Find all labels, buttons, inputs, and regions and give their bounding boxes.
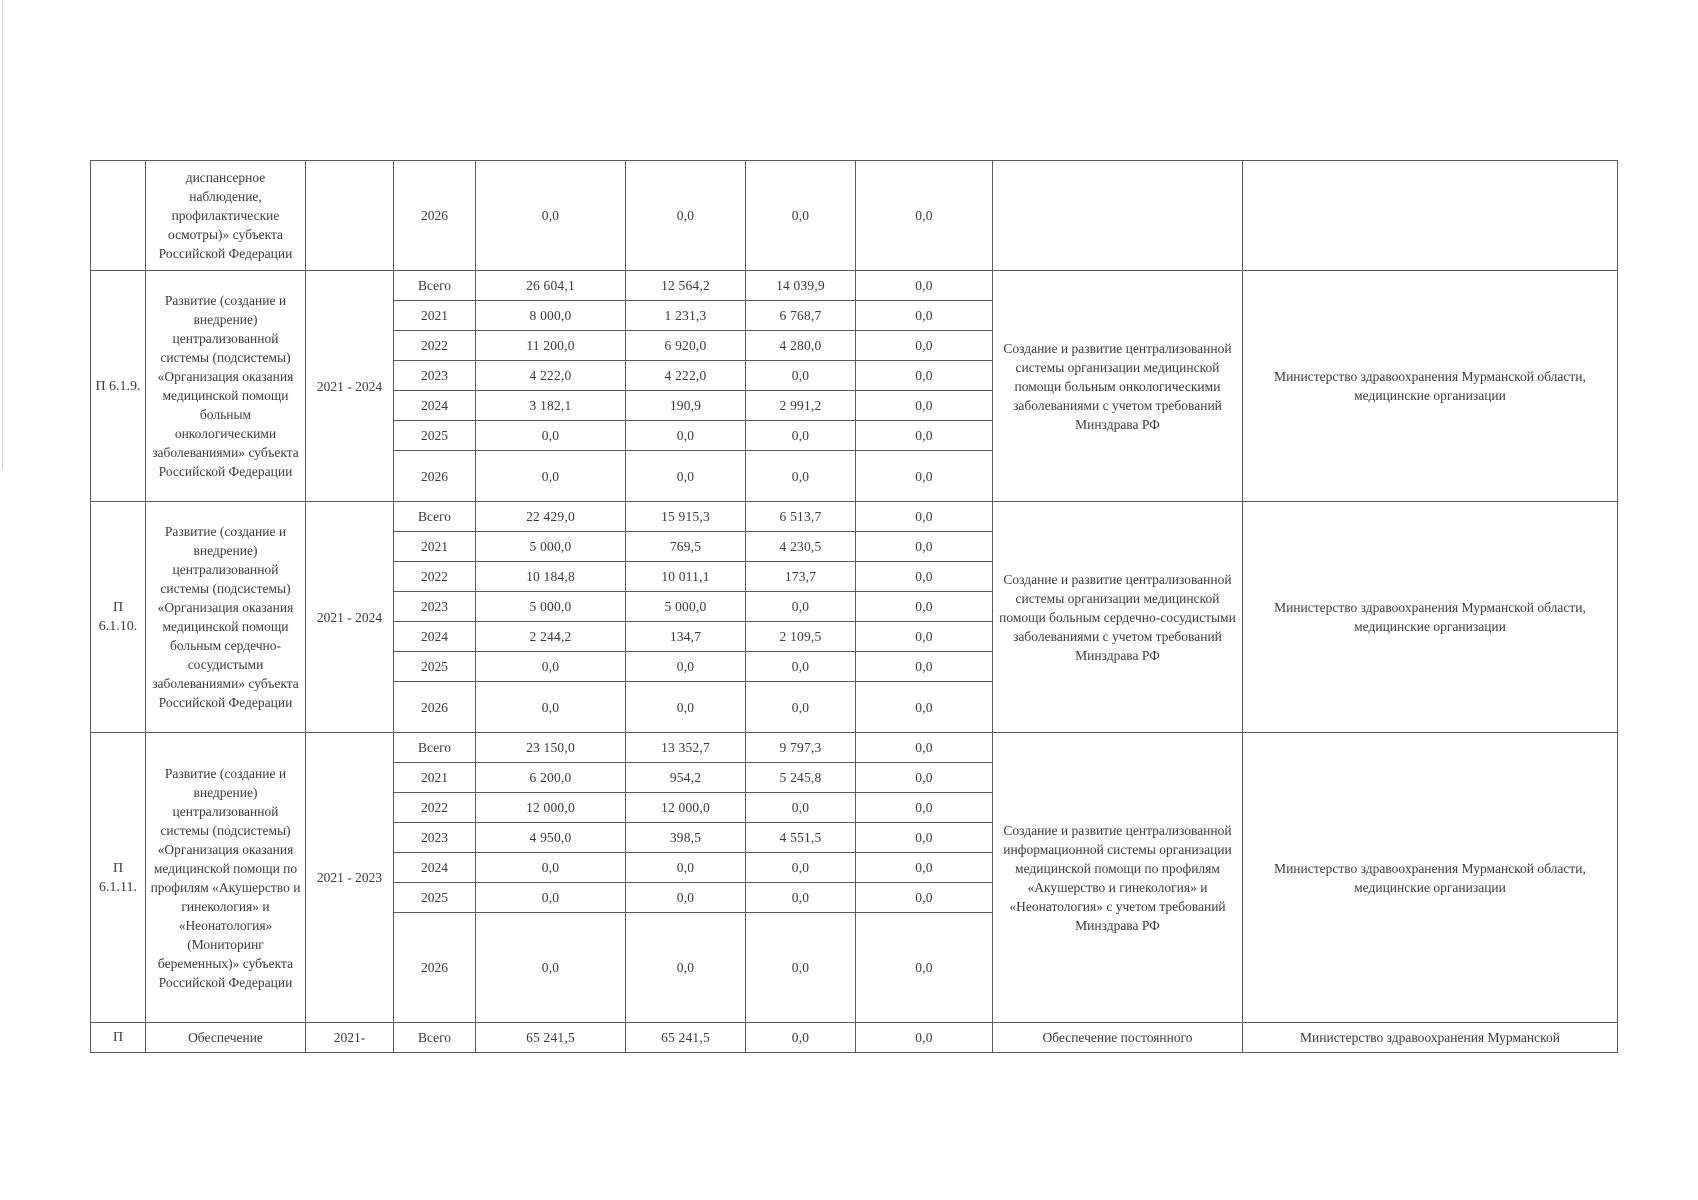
amount-federal-cell: 15 915,3 — [626, 502, 746, 532]
year-cell: 2025 — [394, 883, 476, 913]
activity-code: П 6.1.11. — [91, 733, 146, 1023]
amount-other-cell: 0,0 — [856, 823, 993, 853]
amount-regional-cell: 0,0 — [746, 652, 856, 682]
activity-period — [306, 161, 394, 271]
amount-other-cell: 0,0 — [856, 361, 993, 391]
year-cell: 2026 — [394, 161, 476, 271]
amount-regional-cell: 4 280,0 — [746, 331, 856, 361]
table-row — [91, 271, 1618, 301]
amount-federal-cell: 134,7 — [626, 622, 746, 652]
amount-regional-cell: 0,0 — [746, 361, 856, 391]
amount-federal-cell: 65 241,5 — [626, 1023, 746, 1053]
amount-other-cell: 0,0 — [856, 883, 993, 913]
program-activities-table — [90, 160, 1618, 1053]
amount-other-cell: 0,0 — [856, 682, 993, 733]
table-row — [91, 1023, 1618, 1053]
page-edge-line — [2, 0, 3, 470]
amount-total-cell: 5 000,0 — [476, 532, 626, 562]
amount-other-cell: 0,0 — [856, 913, 993, 1023]
amount-total-cell: 12 000,0 — [476, 793, 626, 823]
year-cell: 2025 — [394, 421, 476, 451]
amount-federal-cell: 4 222,0 — [626, 361, 746, 391]
year-cell: Всего — [394, 1023, 476, 1053]
amount-other-cell: 0,0 — [856, 733, 993, 763]
amount-regional-cell: 6 768,7 — [746, 301, 856, 331]
amount-total-cell: 11 200,0 — [476, 331, 626, 361]
year-cell: 2021 — [394, 763, 476, 793]
amount-federal-cell: 190,9 — [626, 391, 746, 421]
year-cell: 2023 — [394, 361, 476, 391]
table-row — [91, 733, 1618, 763]
amount-total-cell: 0,0 — [476, 451, 626, 502]
responsible-executor — [1243, 161, 1618, 271]
amount-other-cell: 0,0 — [856, 301, 993, 331]
amount-regional-cell: 4 230,5 — [746, 532, 856, 562]
year-cell: Всего — [394, 502, 476, 532]
amount-federal-cell: 0,0 — [626, 421, 746, 451]
year-cell: 2026 — [394, 913, 476, 1023]
amount-federal-cell: 0,0 — [626, 853, 746, 883]
year-cell: 2024 — [394, 853, 476, 883]
amount-other-cell: 0,0 — [856, 652, 993, 682]
activity-code: П 6.1.10. — [91, 502, 146, 733]
amount-regional-cell: 0,0 — [746, 592, 856, 622]
expected-result: Создание и развитие централизованной системы организации медицинской помощи больным сердечно-сосудистыми заболеваниями с учетом требований Минздрава РФ — [993, 502, 1243, 733]
amount-other-cell: 0,0 — [856, 622, 993, 652]
responsible-executor: Министерство здравоохранения Мурманской области, медицинские организации — [1243, 271, 1618, 502]
amount-regional-cell: 0,0 — [746, 853, 856, 883]
amount-other-cell: 0,0 — [856, 161, 993, 271]
amount-other-cell: 0,0 — [856, 763, 993, 793]
activity-period: 2021 - 2024 — [306, 502, 394, 733]
amount-other-cell: 0,0 — [856, 532, 993, 562]
amount-other-cell: 0,0 — [856, 853, 993, 883]
activity-period: 2021- — [306, 1023, 394, 1053]
amount-total-cell: 0,0 — [476, 682, 626, 733]
amount-total-cell: 23 150,0 — [476, 733, 626, 763]
amount-federal-cell: 0,0 — [626, 161, 746, 271]
expected-result: Обеспечение постоянного — [993, 1023, 1243, 1053]
amount-regional-cell: 6 513,7 — [746, 502, 856, 532]
amount-regional-cell: 0,0 — [746, 682, 856, 733]
year-cell: 2022 — [394, 562, 476, 592]
amount-total-cell: 22 429,0 — [476, 502, 626, 532]
amount-federal-cell: 10 011,1 — [626, 562, 746, 592]
table-row — [91, 161, 1618, 271]
table-row — [91, 502, 1618, 532]
amount-federal-cell: 0,0 — [626, 451, 746, 502]
amount-regional-cell: 173,7 — [746, 562, 856, 592]
amount-regional-cell: 0,0 — [746, 451, 856, 502]
year-cell: 2022 — [394, 793, 476, 823]
amount-regional-cell: 0,0 — [746, 883, 856, 913]
amount-regional-cell: 5 245,8 — [746, 763, 856, 793]
year-cell: 2023 — [394, 592, 476, 622]
amount-regional-cell: 2 991,2 — [746, 391, 856, 421]
amount-federal-cell: 13 352,7 — [626, 733, 746, 763]
activity-title: Развитие (создание и внедрение) централизованной системы (подсистемы) «Организация оказания медицинской помощи больным онкологическими заболеваниями» субъекта Российской Федерации — [146, 271, 306, 502]
amount-total-cell: 0,0 — [476, 421, 626, 451]
amount-total-cell: 5 000,0 — [476, 592, 626, 622]
year-cell: 2023 — [394, 823, 476, 853]
activity-title: Развитие (создание и внедрение) централизованной системы (подсистемы) «Организация оказания медицинской помощи больным сердечно-сосудистыми заболеваниями» субъекта Российской Федерации — [146, 502, 306, 733]
amount-total-cell: 0,0 — [476, 161, 626, 271]
amount-other-cell: 0,0 — [856, 451, 993, 502]
year-cell: Всего — [394, 733, 476, 763]
expected-result — [993, 161, 1243, 271]
expected-result: Создание и развитие централизованной информационной системы организации медицинской помощи по профилям «Акушерство и гинекология» и «Неонатология» с учетом требований Минздрава РФ — [993, 733, 1243, 1023]
amount-other-cell: 0,0 — [856, 1023, 993, 1053]
amount-regional-cell: 0,0 — [746, 161, 856, 271]
amount-other-cell: 0,0 — [856, 562, 993, 592]
amount-other-cell: 0,0 — [856, 391, 993, 421]
amount-regional-cell: 0,0 — [746, 913, 856, 1023]
amount-total-cell: 65 241,5 — [476, 1023, 626, 1053]
amount-total-cell: 0,0 — [476, 913, 626, 1023]
amount-federal-cell: 1 231,3 — [626, 301, 746, 331]
activity-code: П — [91, 1023, 146, 1053]
year-cell: Всего — [394, 271, 476, 301]
amount-total-cell: 0,0 — [476, 652, 626, 682]
year-cell: 2021 — [394, 301, 476, 331]
amount-federal-cell: 5 000,0 — [626, 592, 746, 622]
amount-federal-cell: 12 000,0 — [626, 793, 746, 823]
activity-period: 2021 - 2023 — [306, 733, 394, 1023]
year-cell: 2026 — [394, 451, 476, 502]
amount-federal-cell: 954,2 — [626, 763, 746, 793]
amount-other-cell: 0,0 — [856, 592, 993, 622]
amount-total-cell: 4 222,0 — [476, 361, 626, 391]
amount-total-cell: 0,0 — [476, 853, 626, 883]
expected-result: Создание и развитие централизованной системы организации медицинской помощи больным онкологическими заболеваниями с учетом требований Минздрава РФ — [993, 271, 1243, 502]
year-cell: 2026 — [394, 682, 476, 733]
amount-federal-cell: 398,5 — [626, 823, 746, 853]
amount-total-cell: 10 184,8 — [476, 562, 626, 592]
amount-federal-cell: 12 564,2 — [626, 271, 746, 301]
amount-total-cell: 6 200,0 — [476, 763, 626, 793]
amount-regional-cell: 0,0 — [746, 1023, 856, 1053]
year-cell: 2022 — [394, 331, 476, 361]
amount-regional-cell: 14 039,9 — [746, 271, 856, 301]
amount-total-cell: 8 000,0 — [476, 301, 626, 331]
amount-other-cell: 0,0 — [856, 331, 993, 361]
amount-other-cell: 0,0 — [856, 502, 993, 532]
activity-code: П 6.1.9. — [91, 271, 146, 502]
amount-total-cell: 3 182,1 — [476, 391, 626, 421]
activity-title: диспансерное наблюдение, профилактические осмотры)» субъекта Российской Федерации — [146, 161, 306, 271]
activity-title: Развитие (создание и внедрение) централизованной системы (подсистемы) «Организация оказания медицинской помощи по профилям «Акушерство и гинекология» и «Неонатология» (Мониторинг беременных)» субъекта Российской Федерации — [146, 733, 306, 1023]
amount-other-cell: 0,0 — [856, 421, 993, 451]
year-cell: 2024 — [394, 391, 476, 421]
amount-total-cell: 0,0 — [476, 883, 626, 913]
year-cell: 2021 — [394, 532, 476, 562]
amount-federal-cell: 0,0 — [626, 883, 746, 913]
amount-federal-cell: 769,5 — [626, 532, 746, 562]
responsible-executor: Министерство здравоохранения Мурманской — [1243, 1023, 1618, 1053]
year-cell: 2024 — [394, 622, 476, 652]
amount-federal-cell: 0,0 — [626, 913, 746, 1023]
amount-regional-cell: 2 109,5 — [746, 622, 856, 652]
amount-other-cell: 0,0 — [856, 271, 993, 301]
year-cell: 2025 — [394, 652, 476, 682]
amount-regional-cell: 0,0 — [746, 421, 856, 451]
amount-federal-cell: 6 920,0 — [626, 331, 746, 361]
responsible-executor: Министерство здравоохранения Мурманской области, медицинские организации — [1243, 733, 1618, 1023]
activity-code — [91, 161, 146, 271]
amount-regional-cell: 9 797,3 — [746, 733, 856, 763]
amount-total-cell: 26 604,1 — [476, 271, 626, 301]
responsible-executor: Министерство здравоохранения Мурманской области, медицинские организации — [1243, 502, 1618, 733]
amount-total-cell: 4 950,0 — [476, 823, 626, 853]
amount-total-cell: 2 244,2 — [476, 622, 626, 652]
amount-federal-cell: 0,0 — [626, 652, 746, 682]
activity-title: Обеспечение — [146, 1023, 306, 1053]
amount-regional-cell: 0,0 — [746, 793, 856, 823]
amount-other-cell: 0,0 — [856, 793, 993, 823]
activity-period: 2021 - 2024 — [306, 271, 394, 502]
amount-federal-cell: 0,0 — [626, 682, 746, 733]
amount-regional-cell: 4 551,5 — [746, 823, 856, 853]
